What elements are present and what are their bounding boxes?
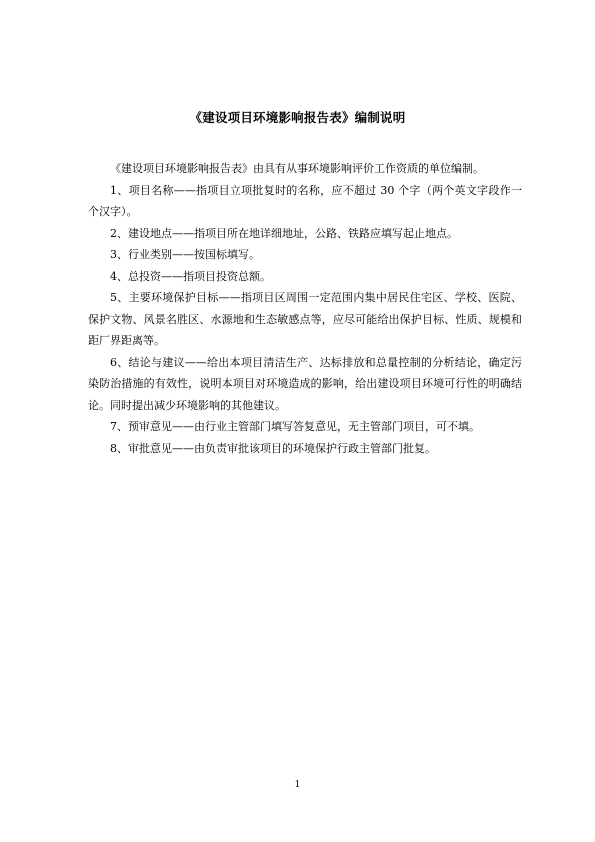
- paragraph-industry-category: 3、行业类别——按国标填写。: [110, 248, 260, 261]
- paragraph-project-name: 1、项目名称——指项目立项批复时的名称，应不超过 30 个字（两个英文字段作一个汉字）。: [88, 183, 522, 218]
- page-number: 1: [294, 780, 301, 790]
- paragraph-pre-review: 7、预审意见——由行业主管部门填写答复意见，无主管部门项目，可不填。: [110, 420, 480, 433]
- page-title: 《建设项目环境影响报告表》编制说明: [189, 110, 406, 125]
- paragraph-intro: 《建设项目环境影响报告表》由具有从事环境影响评价工作资质的单位编制。: [110, 162, 484, 175]
- instructions-body: [88, 158, 522, 459]
- paragraph-approval: 8、审批意见——由负责审批该项目的环境保护行政主管部门批复。: [110, 441, 436, 455]
- paragraph-construction-site: 2、建设地点——指项目所在地详细地址，公路、铁路应填写起止地点。: [110, 226, 458, 240]
- paragraph-protection-targets: 5、主要环境保护目标——指项目区周围一定范围内集中居民住宅区、学校、医院、保护文物、风景名胜区、水源地和生态敏感点等，应尽可能给出保护目标、性质、规模和距厂界距离等。: [88, 291, 522, 347]
- paragraph-conclusions: 6、结论与建议——给出本项目清洁生产、达标排放和总量控制的分析结论，确定污染防治措施的有效性，说明本项目对环境造成的影响，给出建设项目环境可行性的明确结论。同时提出减少环境影响的其他建议。: [88, 355, 522, 412]
- paragraph-total-investment: 4、总投资——指项目投资总额。: [110, 269, 271, 283]
